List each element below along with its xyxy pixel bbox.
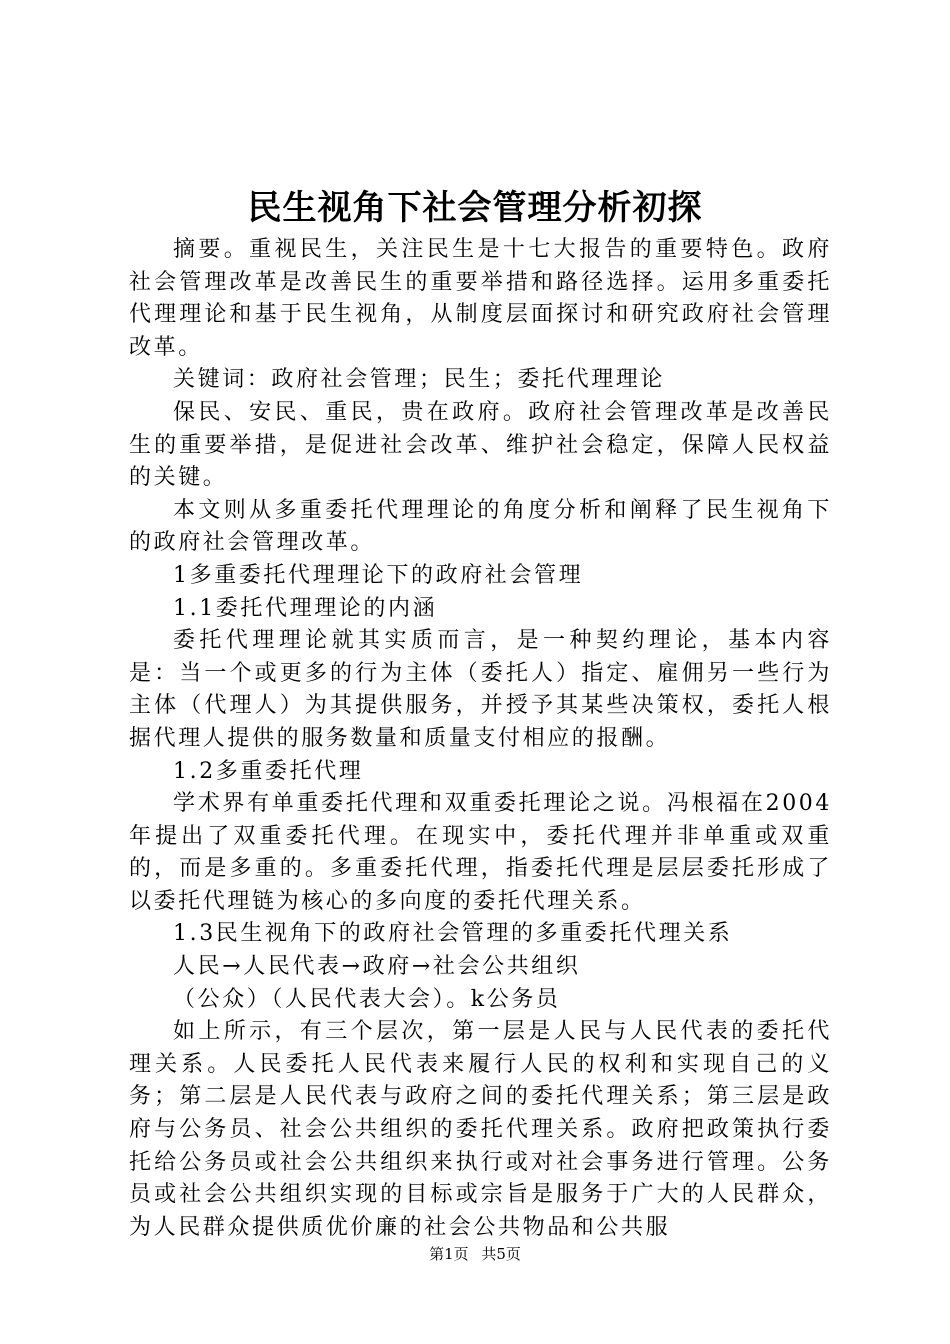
- subsection-heading: 1.1委托代理理论的内涵: [173, 595, 438, 621]
- keywords-paragraph: 关键词：政府社会管理；民生；委托代理理论: [173, 367, 666, 393]
- body-paragraph: 委托代理理论就其实质而言，是一种契约理论，基本内容是：当一个或更多的行为主体（委托人）指定、雇佣另一些行为主体（代理人）为其提供服务，并授予其某些决策权，委托人根据代理人提供的服务数量和质量支付相应的报酬。: [129, 628, 832, 751]
- body-paragraph: 如上所示，有三个层次，第一层是人民与人民代表的委托代理关系。人民委托人民代表来履行人民的权利和实现自己的义务；第二层是人民代表与政府之间的委托代理关系；第三层是政府与公务员、社会公共组织的委托代理关系。政府把政策执行委托给公务员或社会公共组织来执行或对社会事务进行管理。公务员或社会公共组织实现的目标或宗旨是服务于广大的人民群众，为人民群众提供质优价廉的社会公共物品和公共服: [129, 1019, 832, 1240]
- subsection-heading: 1.2多重委托代理: [173, 758, 364, 784]
- section-heading: 1多重委托代理理论下的政府社会管理: [173, 562, 584, 588]
- document-body: [129, 234, 832, 1244]
- subsection-heading: 1.3民生视角下的政府社会管理的多重委托代理关系: [173, 921, 733, 947]
- relation-chain-line: 人民→人民代表→政府→社会公共组织: [173, 954, 581, 980]
- body-paragraph: 本文则从多重委托代理理论的角度分析和阐释了民生视角下的政府社会管理改革。: [129, 497, 832, 556]
- abstract-paragraph: 摘要。重视民生，关注民生是十七大报告的重要特色。政府社会管理改革是改善民生的重要举措和路径选择。运用多重委托代理理论和基于民生视角，从制度层面探讨和研究政府社会管理改革。: [129, 237, 832, 360]
- page-total: 共5页: [481, 1245, 521, 1263]
- relation-chain-line: （公众）（人民代表大会）。k公务员: [173, 986, 561, 1012]
- document-title: 民生视角下社会管理分析初探: [247, 188, 703, 228]
- page-footer: [0, 1244, 950, 1264]
- body-paragraph: 学术界有单重委托代理和双重委托理论之说。冯根福在2004年提出了双重委托代理。在现实中，委托代理并非单重或双重的，而是多重的。多重委托代理，指委托代理是层层委托形成了以委托代理链为核心的多向度的委托代理关系。: [129, 791, 832, 914]
- body-paragraph: 保民、安民、重民，贵在政府。政府社会管理改革是改善民生的重要举措，是促进社会改革、维护社会稳定，保障人民权益的关键。: [129, 399, 832, 491]
- page-number: 第1页: [429, 1245, 469, 1263]
